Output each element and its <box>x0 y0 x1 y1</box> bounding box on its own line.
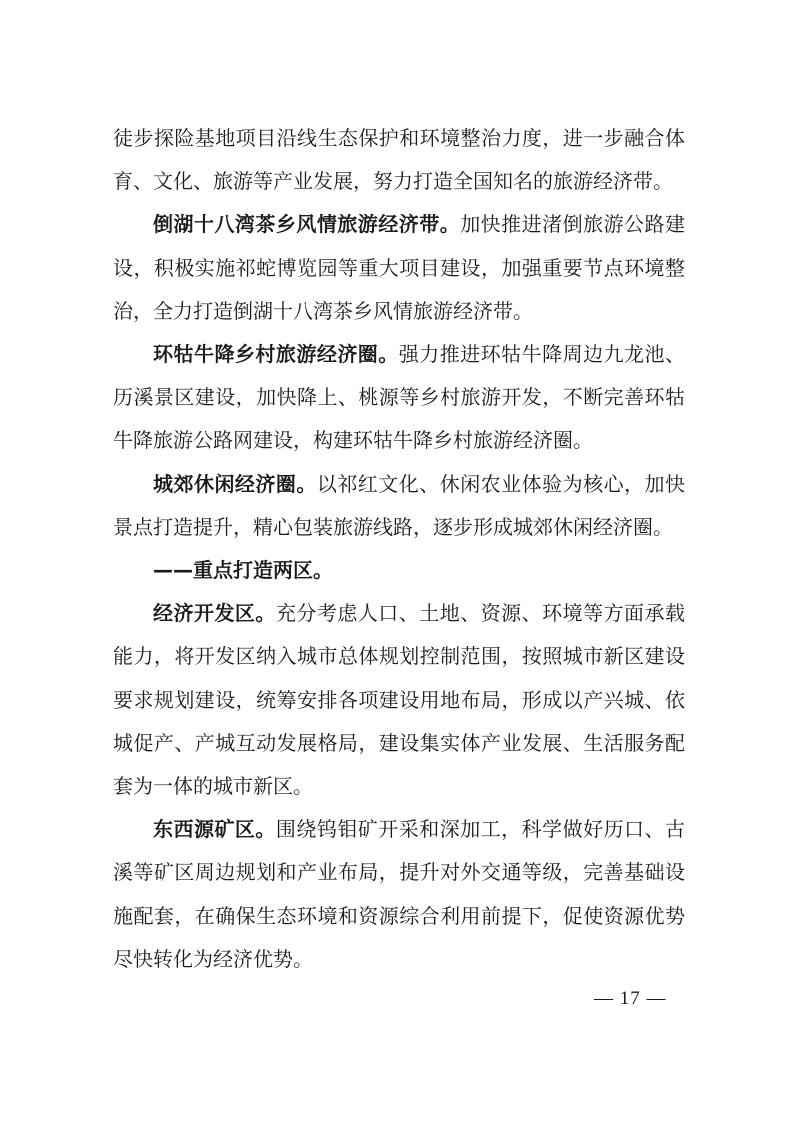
page-number: — 17 — <box>594 988 667 1009</box>
paragraph-mining-zone <box>113 808 685 981</box>
paragraph-text: 徒步探险基地项目沿线生态保护和环境整治力度，进一步融合体育、文化、旅游等产业发展，努力打造全国知名的旅游经济带。 <box>113 126 685 194</box>
paragraph-suburban-circle <box>113 463 685 549</box>
paragraph-continuation <box>113 117 685 203</box>
paragraph-daohu-tourism-belt <box>113 203 685 333</box>
section-heading: ——重点打造两区。 <box>153 558 333 583</box>
section-heading: 环牯牛降乡村旅游经济圈。 <box>153 342 399 367</box>
paragraph-guniujiang-circle <box>113 333 685 463</box>
body-text <box>113 117 685 981</box>
paragraph-text: 围绕钨钼矿开采和深加工，科学做好历口、古溪等矿区周边规划和产业布局，提升对外交通等级，完善基础设施配套，在确保生态环境和资源综合利用前提下，促使资源优势尽快转化为经济优势。 <box>113 817 686 971</box>
section-heading: 城郊休闲经济圈。 <box>153 471 317 496</box>
section-heading: 经济开发区。 <box>153 601 276 626</box>
paragraph-two-zones-heading <box>113 549 685 592</box>
paragraph-text: 充分考虑人口、土地、资源、环境等方面承载能力，将开发区纳入城市总体规划控制范围，按照城市新区建设要求规划建设，统筹安排各项建设用地布局，形成以产兴城、依城促产、产城互动发展格局，建设集实体产业发展、生活服务配套为一体的城市新区。 <box>113 601 686 799</box>
section-heading: 东西源矿区。 <box>153 817 276 842</box>
paragraph-text: 强力推进环牯牛降周边九龙池、历溪景区建设，加快降上、桃源等乡村旅游开发，不断完善环牯牛降旅游公路网建设，构建环牯牛降乡村旅游经济圈。 <box>113 342 686 453</box>
paragraph-text: 以祁红文化、休闲农业体验为核心，加快景点打造提升，精心包装旅游线路，逐步形成城郊休闲经济圈。 <box>113 471 686 539</box>
section-heading: 倒湖十八湾茶乡风情旅游经济带。 <box>153 212 461 237</box>
paragraph-development-zone <box>113 592 685 808</box>
paragraph-text: 加快推进渚倒旅游公路建设，积极实施祁蛇博览园等重大项目建设，加强重要节点环境整治，全力打造倒湖十八湾茶乡风情旅游经济带。 <box>113 212 686 323</box>
